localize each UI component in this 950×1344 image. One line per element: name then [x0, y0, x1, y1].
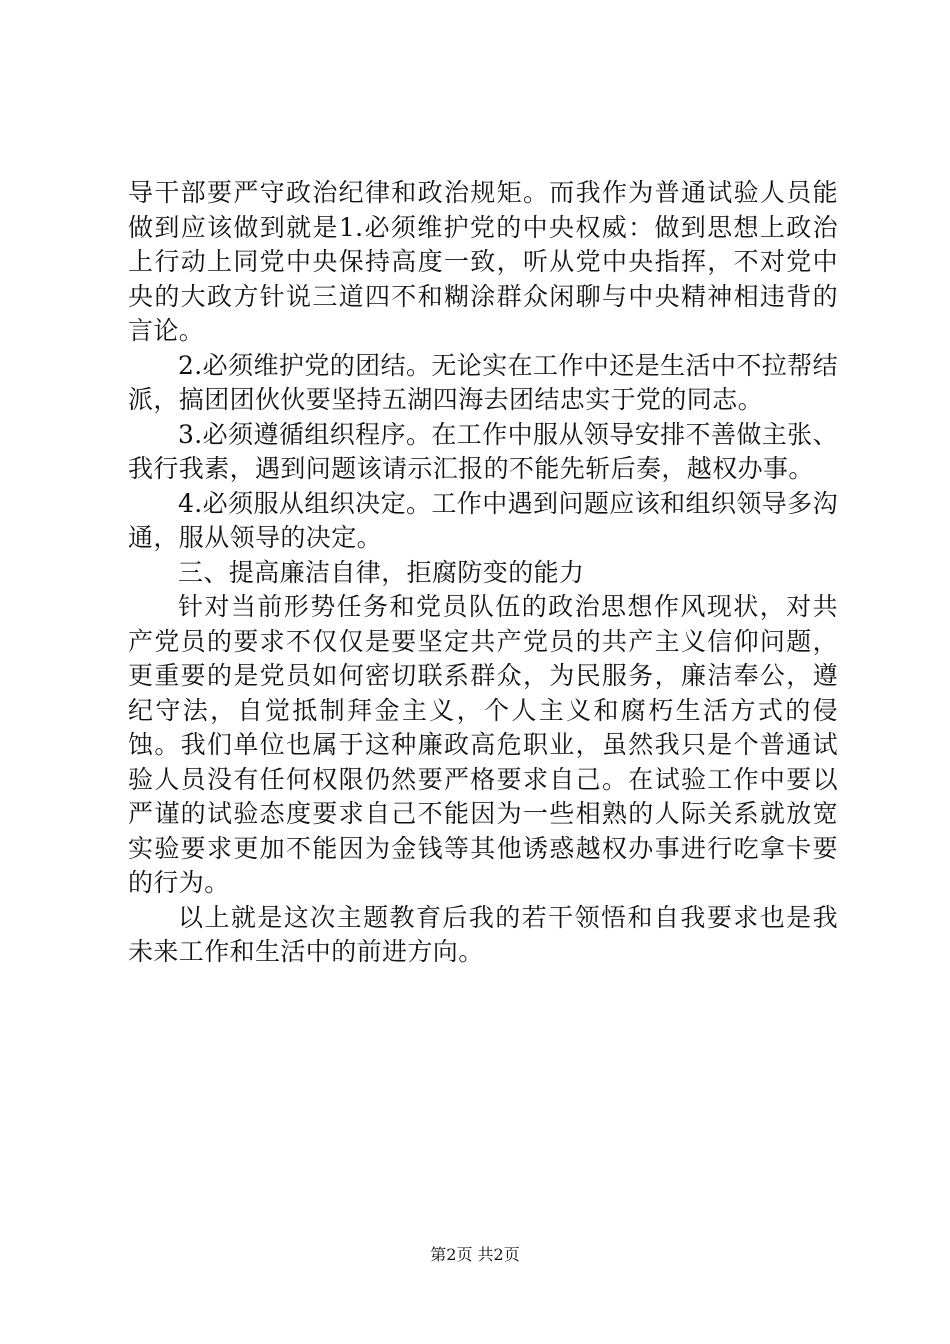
paragraph-continuation: 导干部要严守政治纪律和政治规矩。而我作为普通试验人员能做到应该做到就是1.必须维护党的中央权威：做到思想上政治上行动上同党中央保持高度一致，听从党中央指挥，不对党中央的大政方针说三道四不和糊涂群众闲聊与中央精神相违背的言论。 [128, 178, 838, 345]
paragraph-body: 针对当前形势任务和党员队伍的政治思想作风现状，对共产党员的要求不仅仅是要坚定共产党员的共产主义信仰问题，更重要的是党员如何密切联系群众，为民服务，廉洁奉公，遵纪守法，自觉抵制拜金主义，个人主义和腐朽生活方式的侵蚀。我们单位也属于这种廉政高危职业，虽然我只是个普通试验人员没有任何权限仍然要严格要求自己。在试验工作中要以严谨的试验态度要求自己不能因为一些相熟的人际关系就放宽实验要求更加不能因为金钱等其他诱惑越权办事进行吃拿卡要的行为。 [128, 592, 838, 897]
page-footer: 第2页 共2页 [430, 1245, 520, 1264]
paragraph-conclusion: 以上就是这次主题教育后我的若干领悟和自我要求也是我未来工作和生活中的前进方向。 [128, 902, 838, 966]
section-heading: 三、提高廉洁自律，拒腐防变的能力 [178, 557, 585, 587]
paragraph-item-4: 4.必须服从组织决定。工作中遇到问题应该和组织领导多沟通，服从领导的决定。 [128, 488, 838, 552]
document-body [128, 176, 838, 970]
paragraph-item-2: 2.必须维护党的团结。无论实在工作中还是生活中不拉帮结派，搞团团伙伙要坚持五湖四海去团结忠实于党的同志。 [128, 350, 838, 414]
paragraph-item-3: 3.必须遵循组织程序。在工作中服从领导安排不善做主张、我行我素，遇到问题该请示汇报的不能先斩后奏，越权办事。 [128, 419, 838, 483]
